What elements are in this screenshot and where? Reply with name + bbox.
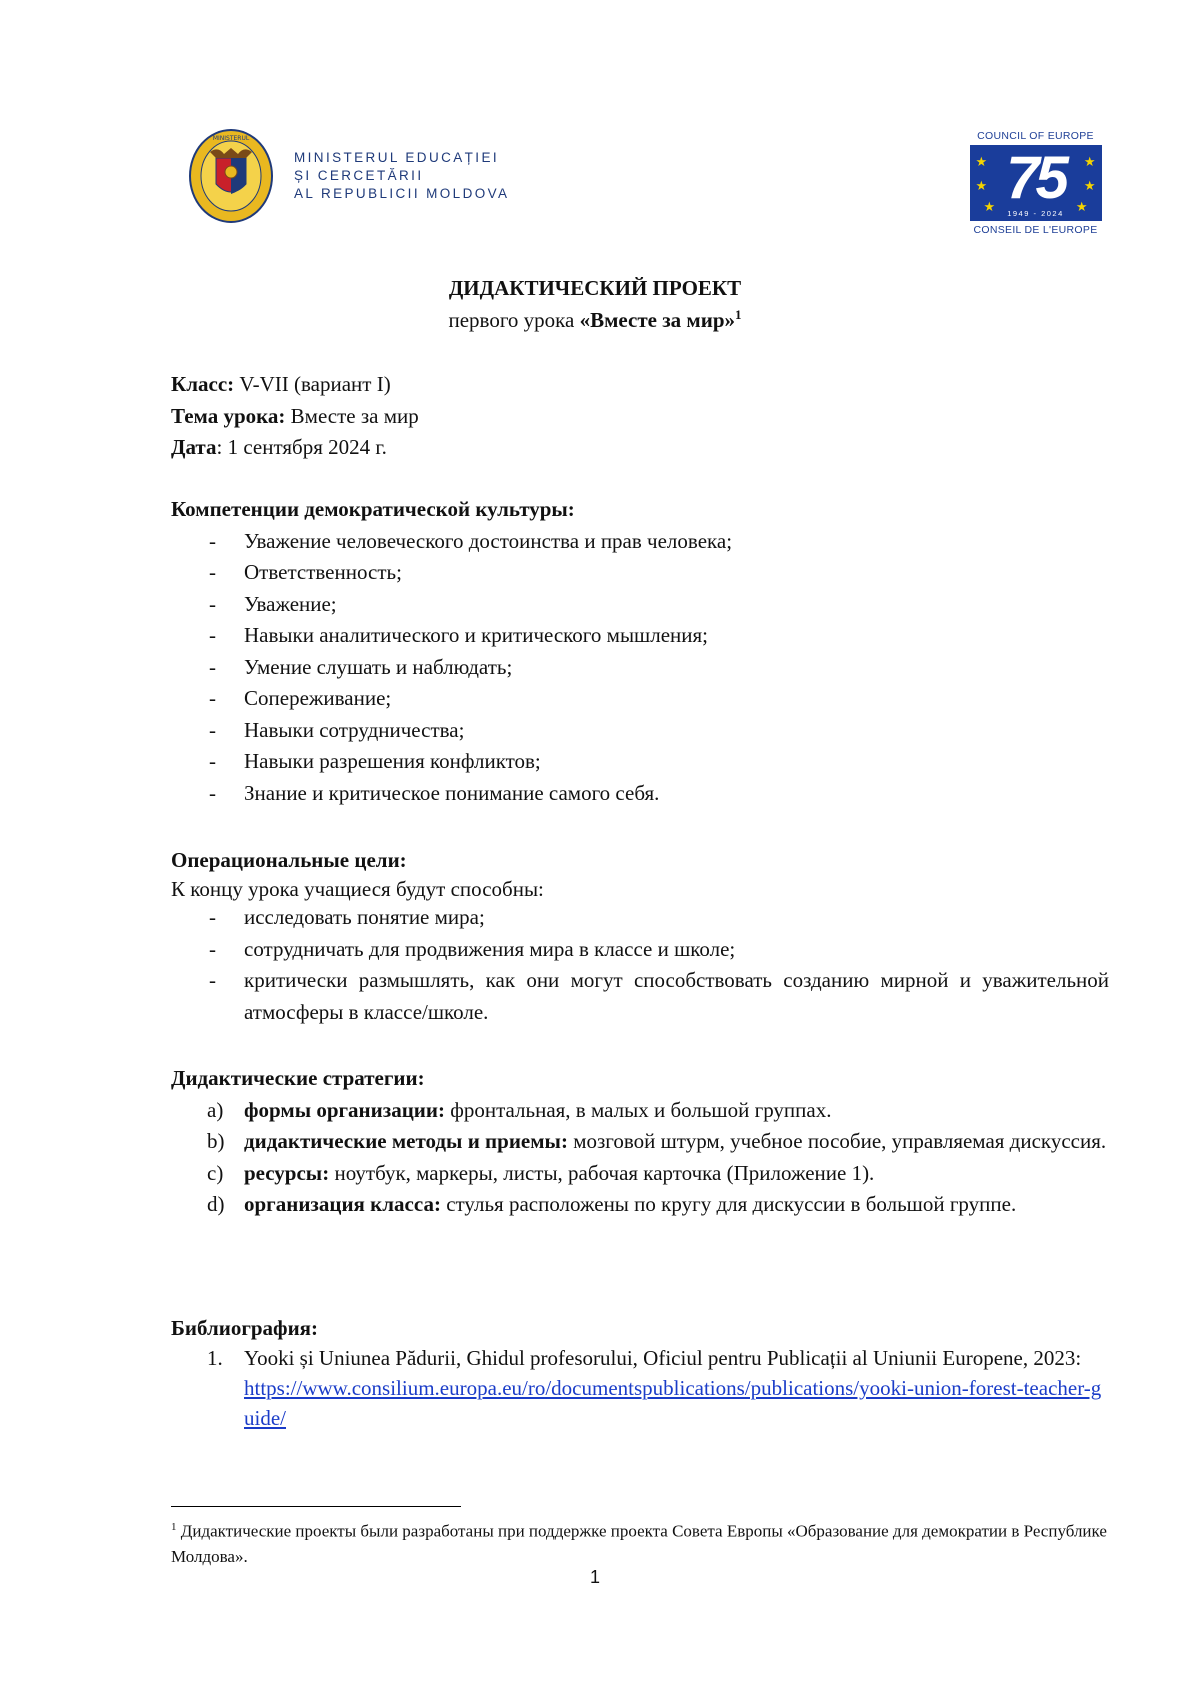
list-item (171, 965, 1109, 1028)
list-item (171, 778, 1109, 810)
topic-row (171, 401, 1109, 433)
ministry-name (294, 149, 509, 203)
date-label: Дата (171, 435, 217, 459)
list-item (171, 934, 1109, 966)
objectives-list (171, 902, 1109, 1028)
bibliography-section (171, 1313, 1109, 1433)
strategy-label: ресурсы: (244, 1160, 330, 1185)
star-icon: ★ (1083, 154, 1096, 169)
list-marker: c) (207, 1160, 224, 1185)
objectives-section (171, 845, 1109, 1028)
list-item (171, 1343, 1109, 1433)
list-item-text: Умение слушать и наблюдать; (244, 654, 513, 679)
document-title: ДИДАКТИЧЕСКИЙ ПРОЕКТ (448, 276, 742, 300)
competences-list (171, 526, 1109, 810)
dash-bullet: - (209, 528, 216, 553)
strategy-text: ноутбук, маркеры, листы, рабочая карточка (Приложение 1). (329, 1160, 875, 1185)
topic-label: Тема урока: (171, 403, 286, 428)
list-item-text: Навыки аналитического и критического мышления; (244, 623, 708, 647)
strategy-label: формы организации: (244, 1097, 445, 1122)
dash-bullet: - (209, 654, 216, 679)
competences-heading: Компетенции демократической культуры: (171, 497, 575, 521)
date-value: : 1 сентября 2024 г. (216, 435, 387, 459)
moldova-coat-of-arms-icon (188, 128, 274, 224)
dash-bullet: - (209, 717, 216, 742)
list-item-text: Навыки разрешения конфликтов; (244, 749, 541, 773)
list-item-text: исследовать понятие мира; (244, 905, 485, 929)
list-item (171, 652, 1109, 684)
bibliography-link[interactable]: https://www.consilium.europa.eu/ro/documentspublications/publications/yooki-union-forest-teacher-guide/ (244, 1376, 1102, 1430)
list-item-text: Ответственность; (244, 560, 402, 584)
list-item (171, 1095, 1109, 1127)
ministry-line: MINISTERUL EDUCAȚIEI (294, 150, 500, 165)
strategies-heading: Дидактические стратегии: (171, 1066, 425, 1090)
list-item-text: сотрудничать для продвижения мира в классе и школе; (244, 936, 736, 961)
list-item-text: Знание и критическое понимание самого себя. (244, 780, 660, 805)
date-row (171, 432, 1109, 464)
ministry-line: ȘI CERCETĂRII (294, 168, 424, 183)
document-subtitle (0, 307, 1190, 333)
list-item-text: Уважение человеческого достоинства и прав человека; (244, 528, 733, 553)
bibliography-list (171, 1343, 1109, 1433)
star-icon: ★ (1083, 178, 1096, 193)
list-item-text: критически размышлять, как они могут способствовать созданию мирной и уважительной атмосферы в классе/школе. (244, 968, 1109, 1024)
star-icon: ★ (975, 154, 988, 169)
list-item (171, 1158, 1109, 1190)
list-item (171, 902, 1109, 934)
bibliography-text: Yooki și Uniunea Pădurii, Ghidul profesorului, Oficiul pentru Publicații al Uniunii Europene, 2023: (244, 1346, 1082, 1370)
strategies-section (171, 1063, 1109, 1221)
class-value: V-VII (вариант I) (234, 372, 391, 396)
list-marker: d) (207, 1192, 225, 1216)
list-marker: 1. (207, 1346, 223, 1370)
list-item (171, 715, 1109, 747)
ministry-logo (188, 128, 509, 224)
bibliography-heading: Библиография: (171, 1316, 319, 1340)
coe-years: 1949 - 2024 (1007, 209, 1064, 218)
coe-emblem (970, 145, 1102, 221)
subtitle-prefix: первого урока (448, 308, 580, 332)
footnote-text: Дидактические проекты были разработаны при поддержке проекта Совета Европы «Образование для демократии в Республике Молдова». (171, 1521, 1107, 1566)
star-icon: ★ (983, 199, 996, 214)
dash-bullet: - (209, 591, 216, 616)
class-label: Класс: (171, 372, 235, 396)
star-icon: ★ (1075, 199, 1088, 214)
dash-bullet: - (209, 968, 216, 992)
class-row (171, 369, 1109, 401)
strategy-text: стулья расположены по кругу для дискуссии в большой группе. (440, 1192, 1017, 1216)
dash-bullet: - (209, 905, 216, 929)
list-item (171, 1126, 1109, 1158)
list-item (171, 589, 1109, 621)
dash-bullet: - (209, 749, 216, 773)
list-item (171, 683, 1109, 715)
footnote-reference: 1 (735, 307, 742, 322)
strategies-list (171, 1095, 1109, 1221)
list-item-text: Сопереживание; (244, 686, 392, 710)
coe-bottom-text: CONSEIL DE L'EUROPE (973, 224, 1098, 236)
ministry-line: AL REPUBLICII MOLDOVA (294, 186, 510, 201)
footnote-number: 1 (171, 1521, 177, 1533)
strategy-label: организация класса: (244, 1192, 441, 1216)
topic-value: Вместе за мир (285, 403, 419, 428)
list-item (171, 526, 1109, 558)
footnote (171, 1515, 1109, 1569)
list-item (171, 746, 1109, 778)
list-item-text: Навыки сотрудничества; (244, 717, 465, 742)
coe-anniversary-number: 75 (1006, 144, 1065, 211)
list-item-text: Уважение; (244, 591, 337, 616)
star-icon: ★ (975, 178, 988, 193)
svg-text:MINISTERUL: MINISTERUL (212, 135, 250, 142)
strategy-label: дидактические методы и приемы: (244, 1129, 568, 1153)
list-item (171, 620, 1109, 652)
list-item (171, 557, 1109, 589)
competences-section (171, 494, 1109, 809)
lesson-name: «Вместе за мир» (579, 308, 735, 332)
council-of-europe-logo (968, 130, 1103, 236)
page-number: 1 (589, 1567, 600, 1587)
footnote-separator (171, 1506, 461, 1507)
objectives-intro: К концу урока учащиеся будут способны: (171, 876, 544, 901)
list-item (171, 1189, 1109, 1221)
dash-bullet: - (209, 560, 216, 584)
dash-bullet: - (209, 623, 216, 647)
dash-bullet: - (209, 686, 216, 710)
dash-bullet: - (209, 936, 216, 961)
list-marker: a) (207, 1097, 224, 1122)
objectives-heading: Операциональные цели: (171, 848, 407, 872)
dash-bullet: - (209, 780, 216, 805)
strategy-text: фронтальная, в малых и большой группах. (445, 1097, 832, 1122)
list-marker: b) (207, 1129, 225, 1153)
lesson-meta (171, 369, 1109, 464)
coe-top-text: COUNCIL OF EUROPE (977, 130, 1094, 142)
strategy-text: мозговой штурм, учебное пособие, управляемая дискуссия. (567, 1129, 1107, 1153)
